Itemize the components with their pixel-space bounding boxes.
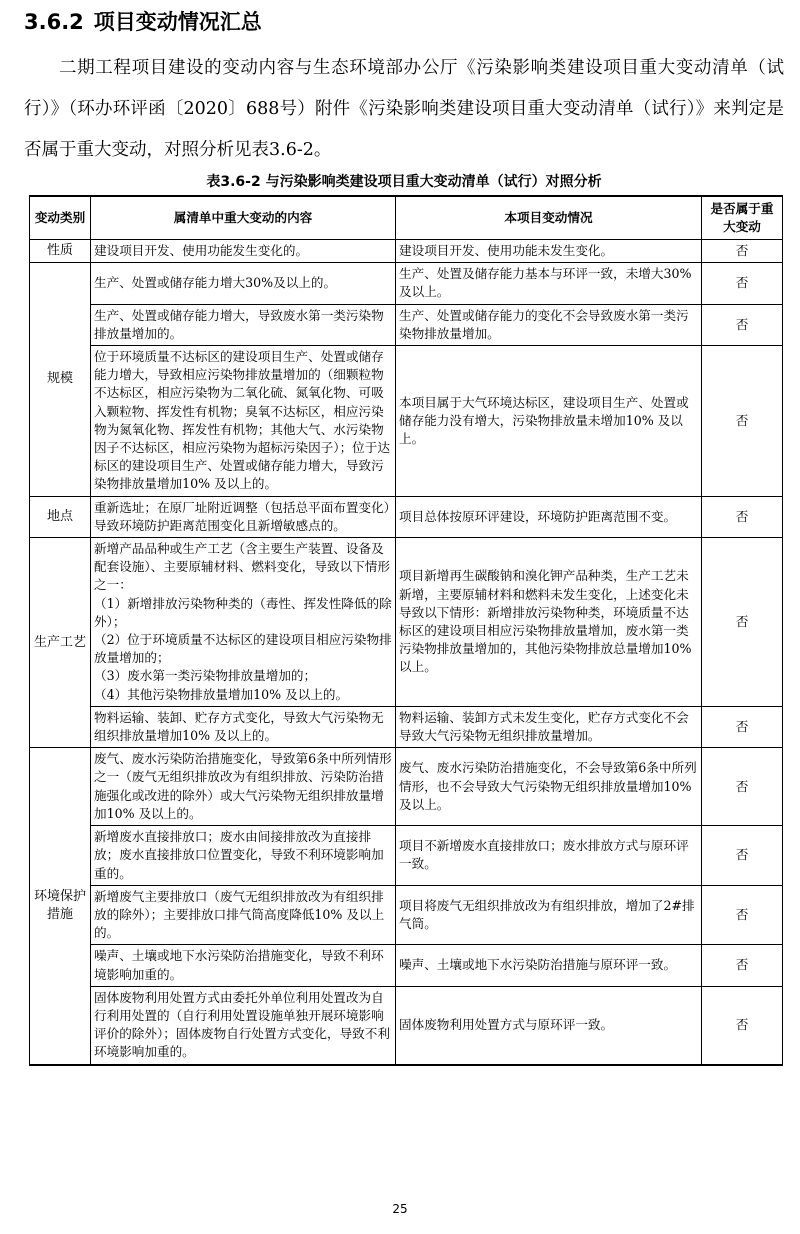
content-line: 重新选址；在原厂址附近调整（包括总平面布置变化）导致环境防护距离范围变化且新增敏感点的。	[94, 499, 390, 533]
verdict-cell: 否	[702, 304, 783, 345]
table-row	[30, 748, 783, 826]
content-line: 生产、处置或储存能力增大，导致废水第一类污染物排放量增加的。	[94, 307, 384, 341]
table-row	[30, 885, 783, 945]
table-row	[30, 945, 783, 986]
section-heading	[24, 6, 784, 38]
category-cell: 生产工艺	[30, 538, 91, 748]
change-cell: 生产、处置或储存能力的变化不会导致废水第一类污染物排放量增加。	[396, 304, 702, 345]
table-row	[30, 986, 783, 1064]
table-body	[30, 240, 783, 1065]
change-cell: 生产、处置及储存能力基本与环评一致，未增大30%及以上。	[396, 263, 702, 304]
table-caption: 表3.6-2 与污染影响类建设项目重大变动清单（试行）对照分析	[206, 174, 602, 190]
content-cell	[91, 826, 396, 886]
content-line: 新增废水直接排放口；废水由间接排放改为直接排放；废水直接排放口位置变化，导致不利环境影响加重的。	[94, 829, 384, 881]
table-row	[30, 263, 783, 304]
content-line: 废气、废水污染防治措施变化，导致第6条中所列情形之一（废气无组织排放改为有组织排放、污染防治措施强化或改进的除外）或大气污染物无组织排放量增加10% 及以上的。	[94, 751, 392, 821]
verdict-cell: 否	[702, 240, 783, 263]
content-line: （3）废水第一类污染物排放量增加的；	[94, 668, 317, 684]
content-line: 位于环境质量不达标区的建设项目生产、处置或储存能力增大，导致相应污染物排放量增加的（细颗粒物不达标区，相应污染物为二氧化硫、氮氧化物、可吸入颗粒物、挥发性有机物；臭氧不达标区，相应污染物为氮氧化物、挥发性有机物；其他大气、水污染物因子不达标区，相应污染物为超标污染因子）；位于达标区的建设项目生产、处置或储存能力增大，导致污染物排放量增加10% 及以上的。	[94, 349, 390, 492]
comparison-table	[29, 195, 783, 1066]
verdict-cell: 否	[702, 346, 783, 497]
verdict-cell: 否	[702, 496, 783, 537]
change-cell: 建设项目开发、使用功能未发生变化。	[396, 240, 702, 263]
content-line: （2）位于环境质量不达标区的建设项目相应污染物排放量增加的；	[94, 632, 392, 666]
change-cell: 固体废物利用处置方式与原环评一致。	[396, 986, 702, 1064]
content-line: 物料运输、装卸、贮存方式变化，导致大气污染物无组织排放量增加10% 及以上的。	[94, 709, 384, 744]
content-cell	[91, 263, 396, 304]
content-cell	[91, 885, 396, 945]
content-line: 新增产品品种或生产工艺（含主要生产装置、设备及配套设施）、主要原辅材料、燃料变化，导致以下情形之一：	[94, 541, 390, 593]
section-number: 3.6.2	[24, 10, 84, 34]
content-cell	[91, 304, 396, 345]
content-cell	[91, 538, 396, 707]
content-line: 新增废气主要排放口（废气无组织排放改为有组织排放的除外）；主要排放口排气筒高度降低10% 及以上的。	[94, 888, 385, 941]
change-cell: 噪声、土壤或地下水污染防治措施与原环评一致。	[396, 945, 702, 986]
table-row	[30, 240, 783, 263]
page-number: 25	[392, 1202, 408, 1216]
header-verdict: 是否属于重大变动	[702, 196, 783, 240]
content-cell	[91, 986, 396, 1064]
content-cell	[91, 945, 396, 986]
content-line: （1）新增排放污染物种类的（毒性、挥发性降低的除外）；	[94, 595, 392, 629]
content-line: 噪声、土壤或地下水污染防治措施变化，导致不利环境影响加重的。	[94, 948, 384, 982]
section-title: 项目变动情况汇总	[93, 10, 262, 34]
table-row	[30, 538, 783, 707]
change-cell: 项目将废气无组织排放改为有组织排放，增加了2#排气筒。	[396, 885, 702, 945]
table-row	[30, 304, 783, 345]
content-cell	[91, 240, 396, 263]
verdict-cell: 否	[702, 263, 783, 304]
category-cell: 规模	[30, 263, 91, 496]
verdict-cell: 否	[702, 826, 783, 886]
change-cell: 本项目属于大气环境达标区，建设项目生产、处置或储存能力没有增大，污染物排放量未增加10% 及以上。	[396, 346, 702, 497]
table-row	[30, 496, 783, 537]
change-cell: 废气、废水污染防治措施变化，不会导致第6条中所列情形，也不会导致大气污染物无组织排放量增加10% 及以上。	[396, 748, 702, 826]
content-line: 建设项目开发、使用功能发生变化的。	[94, 243, 309, 258]
content-cell	[91, 748, 396, 826]
header-change: 本项目变动情况	[396, 196, 702, 240]
category-cell: 地点	[30, 496, 91, 537]
content-cell	[91, 496, 396, 537]
content-line: （4）其他污染物排放量增加10% 及以上的。	[94, 686, 349, 702]
content-cell	[91, 706, 396, 747]
category-cell: 环境保护措施	[30, 748, 91, 1065]
change-cell: 项目总体按原环评建设，环境防护距离范围不变。	[396, 496, 702, 537]
verdict-cell: 否	[702, 885, 783, 945]
header-content: 属清单中重大变动的内容	[91, 196, 396, 240]
change-cell: 物料运输、装卸方式未发生变化，贮存方式变化不会导致大气污染物无组织排放量增加。	[396, 706, 702, 747]
table-header-row	[30, 196, 783, 240]
change-cell: 项目新增再生碳酸钠和溴化钾产品种类，生产工艺未新增，主要原辅材料和燃料未发生变化，上述变化未导致以下情形：新增排放污染物种类，环境质量不达标区的建设项目相应污染物排放量增加，废水第一类污染物排放量增加的，其他污染物排放总量增加10%以上。	[396, 538, 702, 707]
category-cell: 性质	[30, 240, 91, 263]
table-row	[30, 706, 783, 747]
change-cell: 项目不新增废水直接排放口；废水排放方式与原环评一致。	[396, 826, 702, 886]
verdict-cell: 否	[702, 986, 783, 1064]
intro-paragraph: 二期工程项目建设的变动内容与生态环境部办公厅《污染影响类建设项目重大变动清单（试行）》（环办环评函〔2020〕688号）附件《污染影响类建设项目重大变动清单（试行）》来判定是否属于重大变动，对照分析见表3.6-2。	[24, 58, 784, 160]
content-line: 生产、处置或储存能力增大30%及以上的。	[94, 275, 337, 291]
verdict-cell: 否	[702, 748, 783, 826]
header-category: 变动类别	[30, 196, 91, 240]
verdict-cell: 否	[702, 945, 783, 986]
verdict-cell: 否	[702, 538, 783, 707]
content-line: 固体废物利用处置方式由委托外单位利用处置改为自行利用处置的（自行利用处置设施单独开展环境影响评价的除外）；固体废物自行处置方式变化，导致不利环境影响加重的。	[94, 989, 390, 1060]
table-row	[30, 826, 783, 886]
verdict-cell: 否	[702, 706, 783, 747]
table-row	[30, 346, 783, 497]
content-cell	[91, 346, 396, 497]
